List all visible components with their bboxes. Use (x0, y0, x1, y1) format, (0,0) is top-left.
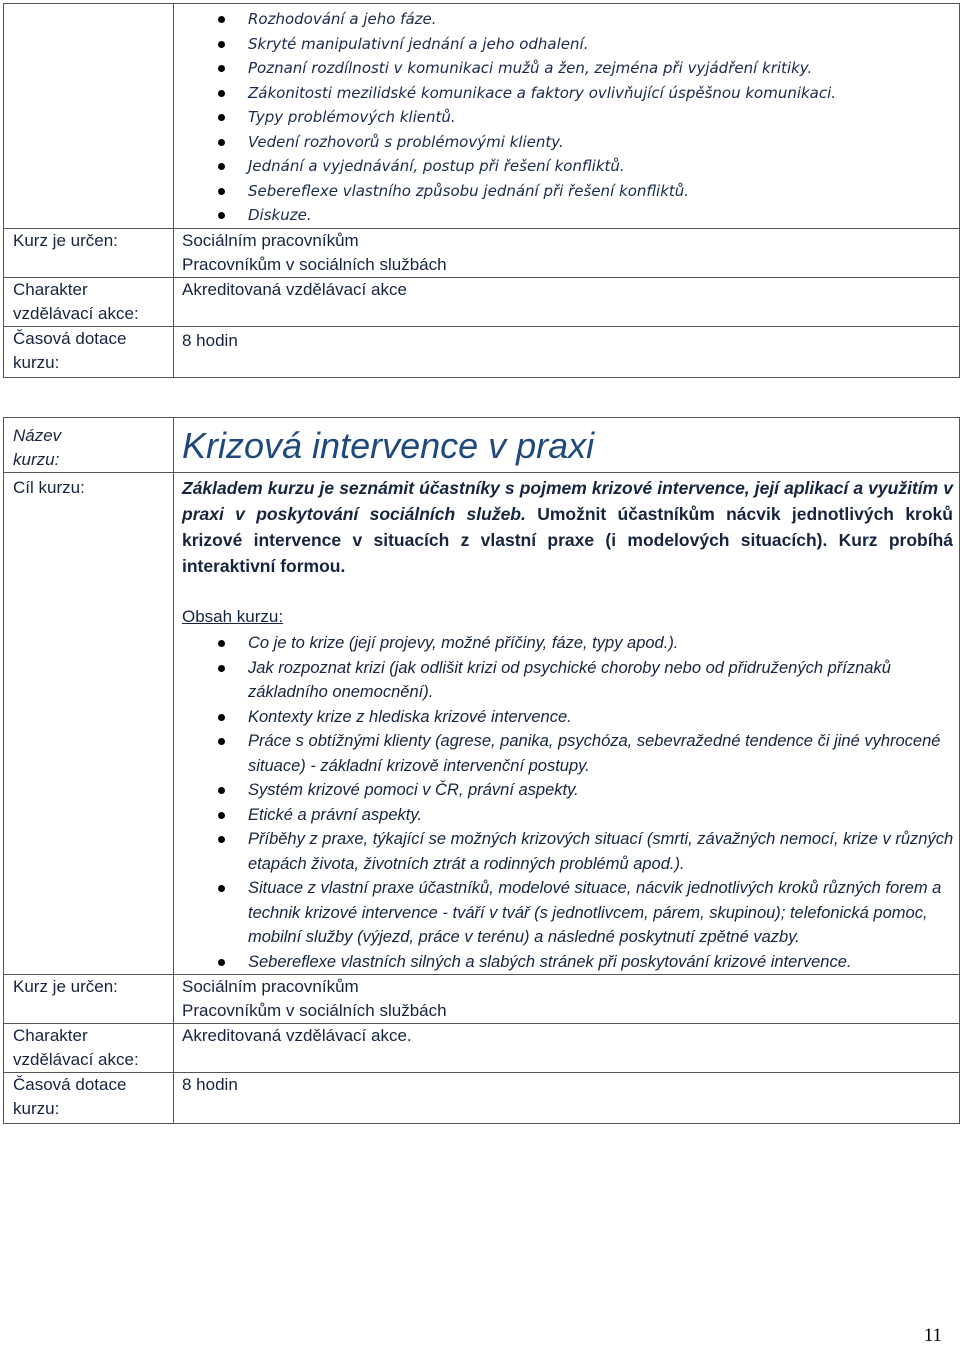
content-cell (174, 4, 960, 229)
goal-text-part: Základem kurzu je seznámit účastníky s pojmem krizové intervence, její aplikací a využitím v praxi v poskytování sociálních služeb. (182, 478, 953, 524)
time-value-text: 8 hodin (182, 1075, 238, 1094)
time-value (174, 327, 960, 378)
character-label-line: Charakter (13, 280, 88, 299)
character-row (4, 278, 960, 327)
list-item: Skryté manipulativní jednání a jeho odhalení. (248, 32, 959, 57)
list-item: Jednání a vyjednávání, postup při řešení konfliktů. (248, 154, 959, 179)
goal-text-part: Umožnit účastníkům nácvik jednotlivých kroků krizové intervence v situacích z vlastní praxe (i modelových situacích). Kurz probíhá interaktivní formou. (182, 504, 953, 576)
course-title-cell (174, 418, 960, 473)
list-item: Etické a právní aspekty. (248, 803, 959, 828)
list-item: Jak rozpoznat krizi (jak odlišit krizi od psychické choroby nebo od přidružených příznaků základního onemocnění). (248, 656, 959, 705)
audience-line: Pracovníkům v sociálních službách (182, 1001, 447, 1020)
audience-line: Sociálním pracovníkům (182, 231, 359, 250)
course-table-previous (3, 3, 960, 378)
character-row (4, 1024, 960, 1073)
course-name-label-line: kurzu: (13, 450, 60, 469)
list-item: Situace z vlastní praxe účastníků, modelové situace, nácvik jednotlivých kroků různých forem a technik krizové intervence - tváří v tvář (s jednotlivcem, párem, skupinou); telefonická pomoc, mobilní služby (výjezd, práce v terénu) a následné poskytnutí zpětné vazby. (248, 876, 959, 950)
list-item: Diskuze. (248, 203, 959, 228)
list-item: Příběhy z praxe, týkající se možných krizových situací (smrti, závažných nemocí, krize v různých etapách života, životních ztrát a rodinných problémů apod.). (248, 827, 959, 876)
time-row (4, 1073, 960, 1124)
list-item: Vedení rozhovorů s problémovými klienty. (248, 130, 959, 155)
list-item: Co je to krize (její projevy, možné příčiny, fáze, typy apod.). (248, 631, 959, 656)
list-item: Práce s obtížnými klienty (agrese, panika, psychóza, sebevražedné tendence či jiné vyhrocené situace) - základní krizově intervenční postupy. (248, 729, 959, 778)
character-label (4, 1024, 174, 1073)
course-content-list (182, 631, 959, 974)
goal-cell (174, 473, 960, 975)
course-name-label (4, 418, 174, 473)
title-row (4, 418, 960, 473)
audience-value (174, 975, 960, 1024)
time-label (4, 327, 174, 378)
list-item: Rozhodování a jeho fáze. (248, 7, 959, 32)
list-item: Typy problémových klientů. (248, 105, 959, 130)
list-item: Zákonitosti mezilidské komunikace a faktory ovlivňující úspěšnou komunikaci. (248, 81, 959, 106)
goal-label-text: Cíl kurzu: (13, 478, 85, 497)
course-table (3, 417, 960, 1124)
list-item: Poznaní rozdílnosti v komunikaci mužů a žen, zejména při vyjádření kritiky. (248, 56, 959, 81)
page-number: 11 (923, 1325, 942, 1346)
audience-label-text: Kurz je určen: (13, 977, 118, 996)
audience-label-text: Kurz je určen: (13, 231, 118, 250)
time-label-line: Časová dotace (13, 1075, 127, 1094)
time-label-line: Časová dotace (13, 329, 127, 348)
time-row (4, 327, 960, 378)
character-value (174, 278, 960, 327)
time-label-line: kurzu: (13, 353, 60, 372)
course-title: Krizová intervence v praxi (182, 425, 595, 466)
audience-value (174, 229, 960, 278)
list-item: Kontexty krize z hlediska krizové intervence. (248, 705, 959, 730)
time-value (174, 1073, 960, 1124)
character-label-line: vzdělávací akce: (13, 304, 139, 323)
list-item: Systém krizové pomoci v ČR, právní aspekty. (248, 778, 959, 803)
audience-row (4, 229, 960, 278)
content-list (182, 7, 959, 228)
goal-row (4, 473, 960, 975)
goal-text (182, 475, 959, 579)
character-value (174, 1024, 960, 1073)
time-value-text: 8 hodin (182, 331, 238, 350)
list-item: Sebereflexe vlastního způsobu jednání při řešení konfliktů. (248, 179, 959, 204)
goal-label (4, 473, 174, 975)
course-name-label-line: Název (13, 426, 62, 445)
audience-label (4, 975, 174, 1024)
list-item: Sebereflexe vlastních silných a slabých stránek při poskytování krizové intervence. (248, 950, 959, 975)
content-row (4, 4, 960, 229)
time-label (4, 1073, 174, 1124)
audience-label (4, 229, 174, 278)
character-label-line: vzdělávací akce: (13, 1050, 139, 1069)
character-label-line: Charakter (13, 1026, 88, 1045)
audience-row (4, 975, 960, 1024)
time-label-line: kurzu: (13, 1099, 60, 1118)
audience-line: Pracovníkům v sociálních službách (182, 255, 447, 274)
content-label-cell (4, 4, 174, 229)
character-value-text: Akreditovaná vzdělávací akce. (182, 1026, 412, 1045)
character-value-text: Akreditovaná vzdělávací akce (182, 280, 407, 299)
character-label (4, 278, 174, 327)
content-heading: Obsah kurzu: (182, 607, 284, 626)
audience-line: Sociálním pracovníkům (182, 977, 359, 996)
